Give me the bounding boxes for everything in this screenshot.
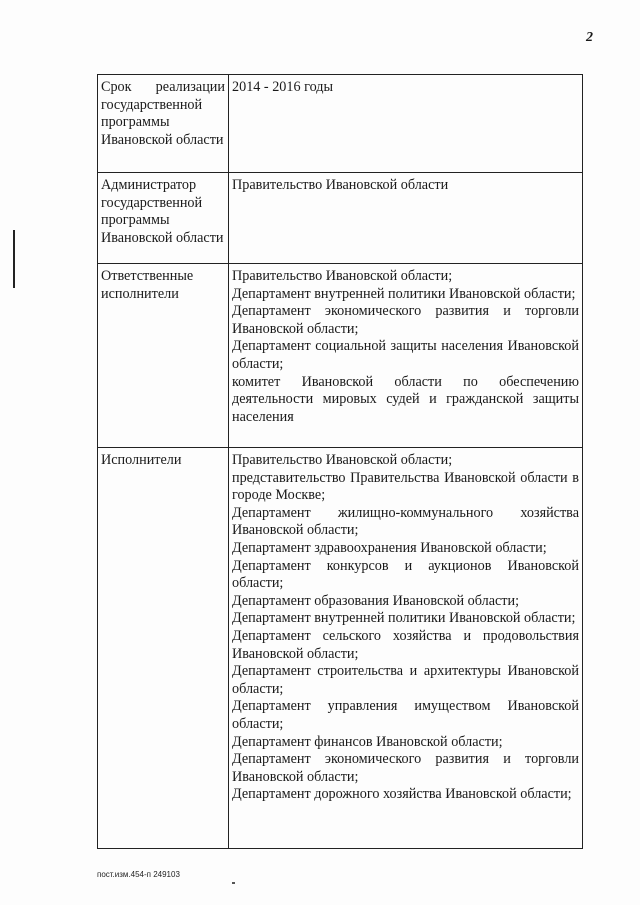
row-value-line: Департамент здравоохранения Ивановской области; xyxy=(232,539,547,556)
row-label-cell xyxy=(98,173,229,264)
row-value-line: Департамент строительства и архитектуры Ивановской области; xyxy=(232,663,579,697)
row-value-line: Департамент жилищно-коммунального хозяйства Ивановской области; xyxy=(232,504,579,539)
row-value-cell xyxy=(229,448,583,849)
row-value-line: Департамент управления имуществом Ивановской области; xyxy=(232,698,579,732)
row-value-line: Департамент внутренней политики Ивановской области; xyxy=(232,610,576,627)
row-value-line: Департамент образования Ивановской области; xyxy=(232,592,520,609)
row-value-line: Правительство Ивановской области; xyxy=(232,452,453,468)
row-value-line: Департамент сельского хозяйства и продовольствия Ивановской области; xyxy=(232,627,579,662)
row-value-line: Департамент дорожного хозяйства Ивановской области; xyxy=(232,786,572,803)
row-value-line: 2014 - 2016 годы xyxy=(232,79,334,95)
row-value-line: представительство Правительства Ивановской области в городе Москве; xyxy=(232,469,579,504)
row-value-line: Департамент экономического развития и торговли Ивановской области; xyxy=(232,751,579,785)
row-label-cell xyxy=(98,448,229,849)
table-row xyxy=(98,173,583,264)
row-value-line: Департамент экономического развития и торговли Ивановской области; xyxy=(232,303,579,337)
row-label: Исполнители xyxy=(101,452,182,468)
row-label-cell xyxy=(98,75,229,173)
row-value-line: Правительство Ивановской области; xyxy=(232,268,453,284)
row-value-line: Департамент социальной защиты населения Ивановской области; xyxy=(232,338,579,372)
row-value-cell xyxy=(229,173,583,264)
row-label: Администратор государственной программы Ивановской области xyxy=(101,177,224,246)
table-row xyxy=(98,75,583,173)
row-label: Срок реализации государственной программы Ивановской области xyxy=(101,79,225,148)
program-passport-table xyxy=(97,74,583,849)
row-value-cell xyxy=(229,75,583,173)
row-value-line: Департамент конкурсов и аукционов Ивановской области; xyxy=(232,557,579,592)
row-label: Ответственные исполнители xyxy=(101,268,194,302)
margin-mark xyxy=(13,230,15,288)
row-value-line: Департамент финансов Ивановской области; xyxy=(232,733,503,750)
row-value-line: комитет Ивановской области по обеспечению деятельности мировых судей и гражданской защиты населения xyxy=(232,373,579,425)
table-row xyxy=(98,264,583,448)
row-value-line: Департамент внутренней политики Ивановской области; xyxy=(232,285,576,302)
table-row xyxy=(98,448,583,849)
row-label-cell xyxy=(98,264,229,448)
page-number: 2 xyxy=(586,30,593,45)
row-value-line: Правительство Ивановской области xyxy=(232,177,449,193)
row-value-cell xyxy=(229,264,583,448)
scan-speck xyxy=(232,882,235,884)
footer-document-code: пост.изм.454-п 249103 xyxy=(97,870,180,879)
